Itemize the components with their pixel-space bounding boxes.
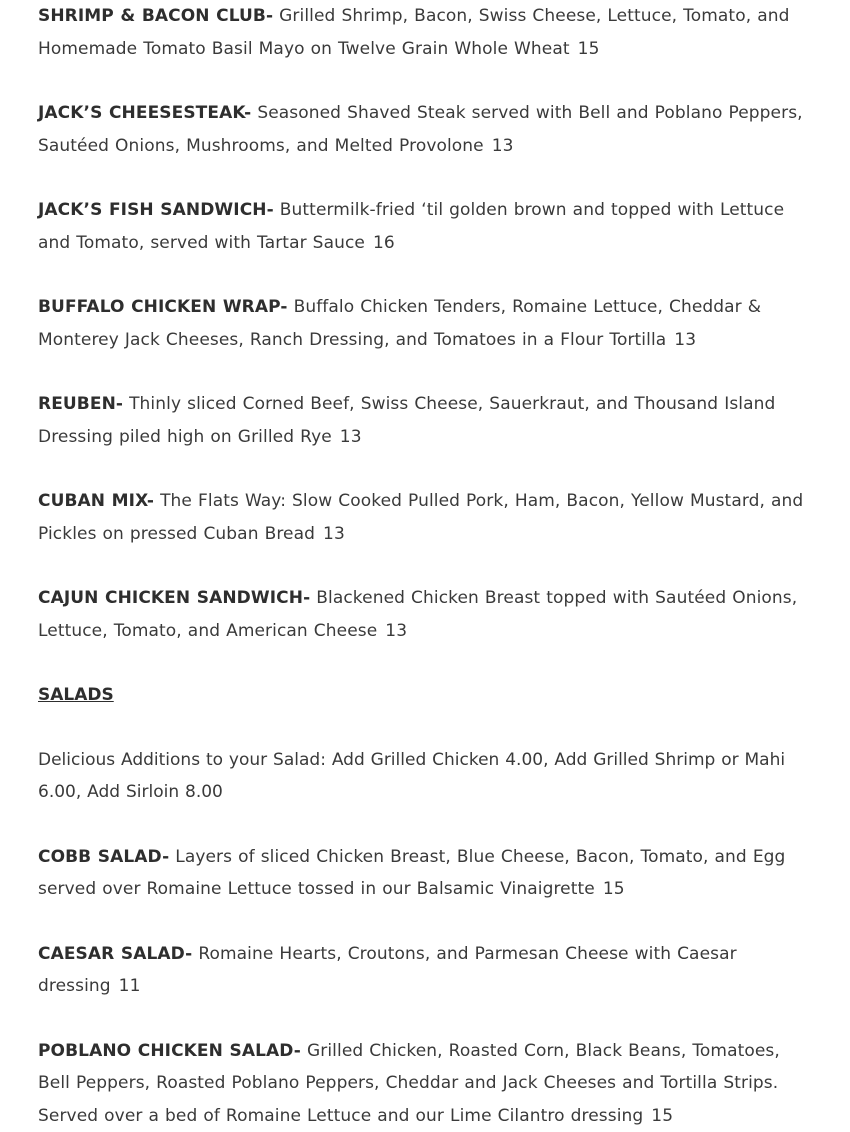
spacer	[38, 259, 812, 291]
item-description: Seasoned Shaved Steak served with Bell and Poblano Peppers, Sautéed Onions, Mushrooms, and Melted Provolone	[38, 103, 803, 156]
menu-item-cobb-salad	[38, 841, 812, 906]
item-name: COBB SALAD-	[38, 847, 169, 867]
menu-item-cajun-chicken-sandwich	[38, 582, 812, 647]
spacer	[38, 906, 812, 938]
spacer	[38, 356, 812, 388]
spacer	[38, 712, 812, 744]
item-name: BUFFALO CHICKEN WRAP-	[38, 297, 288, 317]
item-price: 13	[385, 621, 407, 641]
salad-additions-note: Delicious Additions to your Salad: Add Grilled Chicken 4.00, Add Grilled Shrimp or Mahi 6.00, Add Sirloin 8.00	[38, 744, 812, 809]
item-price: 15	[578, 39, 600, 59]
menu-item-cuban-mix	[38, 485, 812, 550]
item-description: Romaine Hearts, Croutons, and Parmesan Cheese with Caesar dressing	[38, 944, 737, 997]
menu-item-jacks-fish-sandwich	[38, 194, 812, 259]
item-name: REUBEN-	[38, 394, 123, 414]
menu-item-shrimp-bacon-club	[38, 0, 812, 65]
item-description: Grilled Chicken, Roasted Corn, Black Beans, Tomatoes, Bell Peppers, Roasted Poblano Peppers, Cheddar and Jack Cheeses and Tortilla Strips. Served over a bed of Romaine Lettuce and our Lime Cilantro dressing	[38, 1041, 780, 1126]
item-name: CUBAN MIX-	[38, 491, 154, 511]
item-price: 15	[651, 1106, 673, 1126]
item-name: JACK’S CHEESESTEAK-	[38, 103, 251, 123]
item-description: Blackened Chicken Breast topped with Sautéed Onions, Lettuce, Tomato, and American Cheese	[38, 588, 797, 641]
item-description: The Flats Way: Slow Cooked Pulled Pork, Ham, Bacon, Yellow Mustard, and Pickles on pressed Cuban Bread	[38, 491, 803, 544]
item-description: Layers of sliced Chicken Breast, Blue Cheese, Bacon, Tomato, and Egg served over Romaine Lettuce tossed in our Balsamic Vinaigrette	[38, 847, 785, 900]
item-description: Buffalo Chicken Tenders, Romaine Lettuce, Cheddar & Monterey Jack Cheeses, Ranch Dressing, and Tomatoes in a Flour Tortilla	[38, 297, 761, 350]
menu-item-jacks-cheesesteak	[38, 97, 812, 162]
item-price: 16	[373, 233, 395, 253]
section-heading-salads: SALADS	[38, 679, 812, 712]
item-price: 13	[323, 524, 345, 544]
spacer	[38, 162, 812, 194]
spacer	[38, 550, 812, 582]
item-name: SHRIMP & BACON CLUB-	[38, 6, 273, 26]
spacer	[38, 809, 812, 841]
item-price: 15	[603, 879, 625, 899]
item-name: POBLANO CHICKEN SALAD-	[38, 1041, 301, 1061]
item-name: JACK’S FISH SANDWICH-	[38, 200, 274, 220]
item-name: CAJUN CHICKEN SANDWICH-	[38, 588, 310, 608]
spacer	[38, 453, 812, 485]
item-description: Buttermilk-fried ‘til golden brown and topped with Lettuce and Tomato, served with Tartar Sauce	[38, 200, 784, 253]
item-name: CAESAR SALAD-	[38, 944, 192, 964]
item-price: 13	[340, 427, 362, 447]
item-price: 13	[492, 136, 514, 156]
spacer	[38, 647, 812, 679]
spacer	[38, 65, 812, 97]
item-description: Grilled Shrimp, Bacon, Swiss Cheese, Lettuce, Tomato, and Homemade Tomato Basil Mayo on Twelve Grain Whole Wheat	[38, 6, 790, 59]
item-price: 11	[119, 976, 141, 996]
spacer	[38, 1003, 812, 1035]
item-price: 13	[674, 330, 696, 350]
menu-item-reuben	[38, 388, 812, 453]
item-description: Thinly sliced Corned Beef, Swiss Cheese, Sauerkraut, and Thousand Island Dressing piled high on Grilled Rye	[38, 394, 775, 447]
menu-item-poblano-chicken-salad	[38, 1035, 812, 1132]
menu-item-buffalo-chicken-wrap	[38, 291, 812, 356]
menu-item-caesar-salad	[38, 938, 812, 1003]
